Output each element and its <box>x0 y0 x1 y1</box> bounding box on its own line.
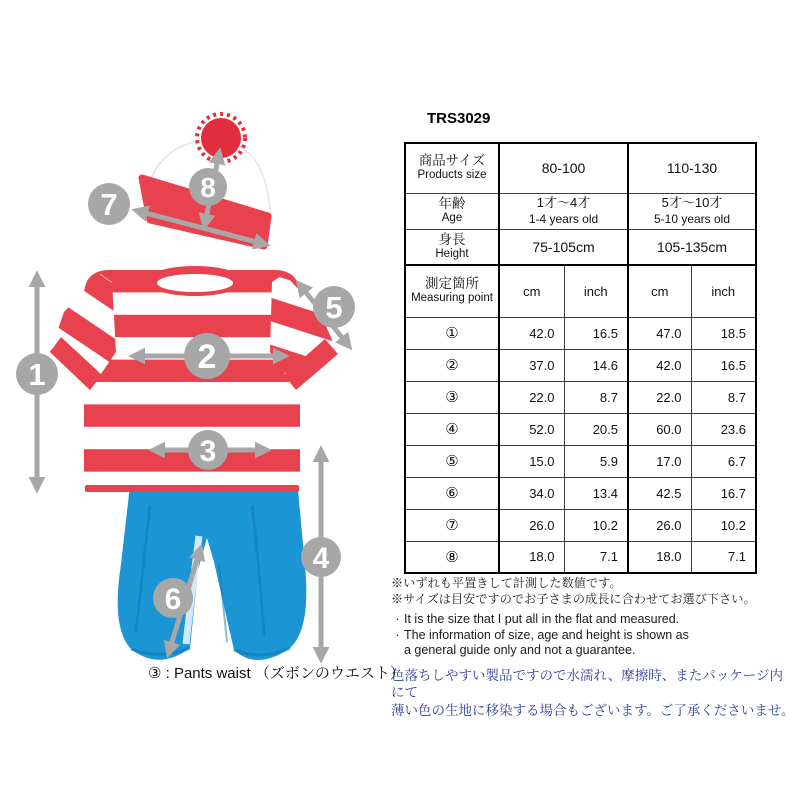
value-cell: 16.5 <box>564 317 628 349</box>
product-size-label-en: Products size <box>417 169 487 182</box>
value-cell: 26.0 <box>499 509 564 541</box>
note-en-2 <box>391 628 795 644</box>
value-cell: 13.4 <box>564 477 628 509</box>
pants-illustration <box>118 468 307 660</box>
height-label-jp: 身長 <box>438 231 466 247</box>
value-cell: 8.7 <box>691 381 756 413</box>
age-label-jp: 年齢 <box>438 196 466 211</box>
table-row-5 <box>405 445 756 477</box>
age-header <box>405 193 499 229</box>
value-cell: 37.0 <box>499 349 564 381</box>
measuring-point-label-en: Measuring point <box>411 292 493 305</box>
bullet-icon <box>391 643 404 659</box>
value-cell: 10.2 <box>564 509 628 541</box>
value-cell: 17.0 <box>628 445 691 477</box>
value-cell: 42.5 <box>628 477 691 509</box>
value-cell: 16.5 <box>691 349 756 381</box>
measure-point-cell: ④ <box>405 413 499 445</box>
measure-label-4: 4 <box>312 542 330 575</box>
age-large-jp: 5才～10才 <box>661 195 723 211</box>
table-row-2 <box>405 349 756 381</box>
value-cell: 10.2 <box>691 509 756 541</box>
note-en-3 <box>391 643 795 659</box>
age-value-small <box>499 193 628 229</box>
hat-pompom <box>201 118 241 158</box>
measure-label-3: 3 <box>199 435 217 468</box>
value-cell: 42.0 <box>499 317 564 349</box>
age-label-en: Age <box>441 212 463 225</box>
product-code: TRS3029 <box>427 110 491 127</box>
age-value-large <box>628 193 756 229</box>
value-cell: 52.0 <box>499 413 564 445</box>
value-cell: 22.0 <box>499 381 564 413</box>
measure-label-5: 5 <box>325 290 343 325</box>
measuring-point-header <box>405 265 499 317</box>
size-value-small: 80-100 <box>499 143 628 193</box>
value-cell: 18.0 <box>499 541 564 573</box>
note-en-text: a general guide only and not a guarantee. <box>404 643 636 657</box>
note-en-1 <box>391 612 795 628</box>
measure-point-cell: ① <box>405 317 499 349</box>
value-cell: 7.1 <box>564 541 628 573</box>
measure-label-8: 8 <box>200 172 216 203</box>
value-cell: 15.0 <box>499 445 564 477</box>
shirt-hem <box>85 485 299 492</box>
table-row-3 <box>405 381 756 413</box>
value-cell: 22.0 <box>628 381 691 413</box>
measure-label-7: 7 <box>100 187 118 222</box>
row-product-size <box>405 143 756 193</box>
height-label-en: Height <box>435 247 469 260</box>
value-cell: 5.9 <box>564 445 628 477</box>
value-cell: 18.0 <box>628 541 691 573</box>
table-row-6 <box>405 477 756 509</box>
bullet-icon: · <box>395 612 400 626</box>
measure-point-cell: ② <box>405 349 499 381</box>
value-cell: 7.1 <box>691 541 756 573</box>
measure-point-cell: ③ <box>405 381 499 413</box>
row-units <box>405 265 756 317</box>
age-small-en: 1-4 years old <box>528 211 599 226</box>
table-row-7 <box>405 509 756 541</box>
measure-point-cell: ⑦ <box>405 509 499 541</box>
unit-header-inch-1: inch <box>564 265 628 317</box>
value-cell: 23.6 <box>691 413 756 445</box>
pants-waist-caption: ③ : Pants waist （ズボンのウエスト） <box>148 665 405 682</box>
costume-illustration <box>0 0 420 700</box>
size-value-large: 110-130 <box>628 143 756 193</box>
measure-label-2: 2 <box>197 338 217 376</box>
note-jp-1: ※いずれも平置きして計測した数値です。 <box>391 576 622 590</box>
measure-point-cell: ⑥ <box>405 477 499 509</box>
age-small-jp: 1才～4才 <box>536 195 591 211</box>
unit-header-cm-1: cm <box>499 265 564 317</box>
note-en-text: It is the size that I put all in the flat and measured. <box>404 612 680 626</box>
value-cell: 26.0 <box>628 509 691 541</box>
value-cell: 34.0 <box>499 477 564 509</box>
height-header <box>405 229 499 265</box>
value-cell: 6.7 <box>691 445 756 477</box>
notes-block <box>391 575 795 719</box>
unit-header-cm-2: cm <box>628 265 691 317</box>
value-cell: 18.5 <box>691 317 756 349</box>
age-large-en: 5-10 years old <box>653 211 731 226</box>
value-cell: 42.0 <box>628 349 691 381</box>
warning-line-2: 薄い色の生地に移染する場合もございます。ご了承くださいませ。 <box>391 702 795 718</box>
value-cell: 8.7 <box>564 381 628 413</box>
value-cell: 60.0 <box>628 413 691 445</box>
size-table <box>404 142 757 574</box>
value-cell: 47.0 <box>628 317 691 349</box>
measure-label-1: 1 <box>28 357 46 392</box>
measure-point-cell: ⑧ <box>405 541 499 573</box>
value-cell: 16.7 <box>691 477 756 509</box>
row-age <box>405 193 756 229</box>
unit-header-inch-2: inch <box>691 265 756 317</box>
notes-en-list <box>391 612 795 659</box>
note-jp-2: ※サイズは目安ですのでお子さまの成長に合わせてお選び下さい。 <box>391 592 756 606</box>
measuring-point-label-jp: 測定箇所 <box>425 276 479 292</box>
table-row-1 <box>405 317 756 349</box>
measure-point-cell: ⑤ <box>405 445 499 477</box>
value-cell: 20.5 <box>564 413 628 445</box>
warning-line-1: 色落ちしやすい製品ですので水濡れ、摩擦時、またパッケージ内にて <box>391 667 784 700</box>
product-size-header <box>405 143 499 193</box>
row-height <box>405 229 756 265</box>
note-en-text: The information of size, age and height is shown as <box>404 627 689 642</box>
bullet-icon: · <box>395 627 400 642</box>
table-row-4 <box>405 413 756 445</box>
value-cell: 14.6 <box>564 349 628 381</box>
height-value-large: 105-135cm <box>628 229 756 265</box>
table-row-8 <box>405 541 756 573</box>
product-size-label-jp: 商品サイズ <box>418 153 486 169</box>
color-transfer-warning <box>391 667 795 720</box>
height-value-small: 75-105cm <box>499 229 628 265</box>
measure-label-6: 6 <box>164 583 182 616</box>
